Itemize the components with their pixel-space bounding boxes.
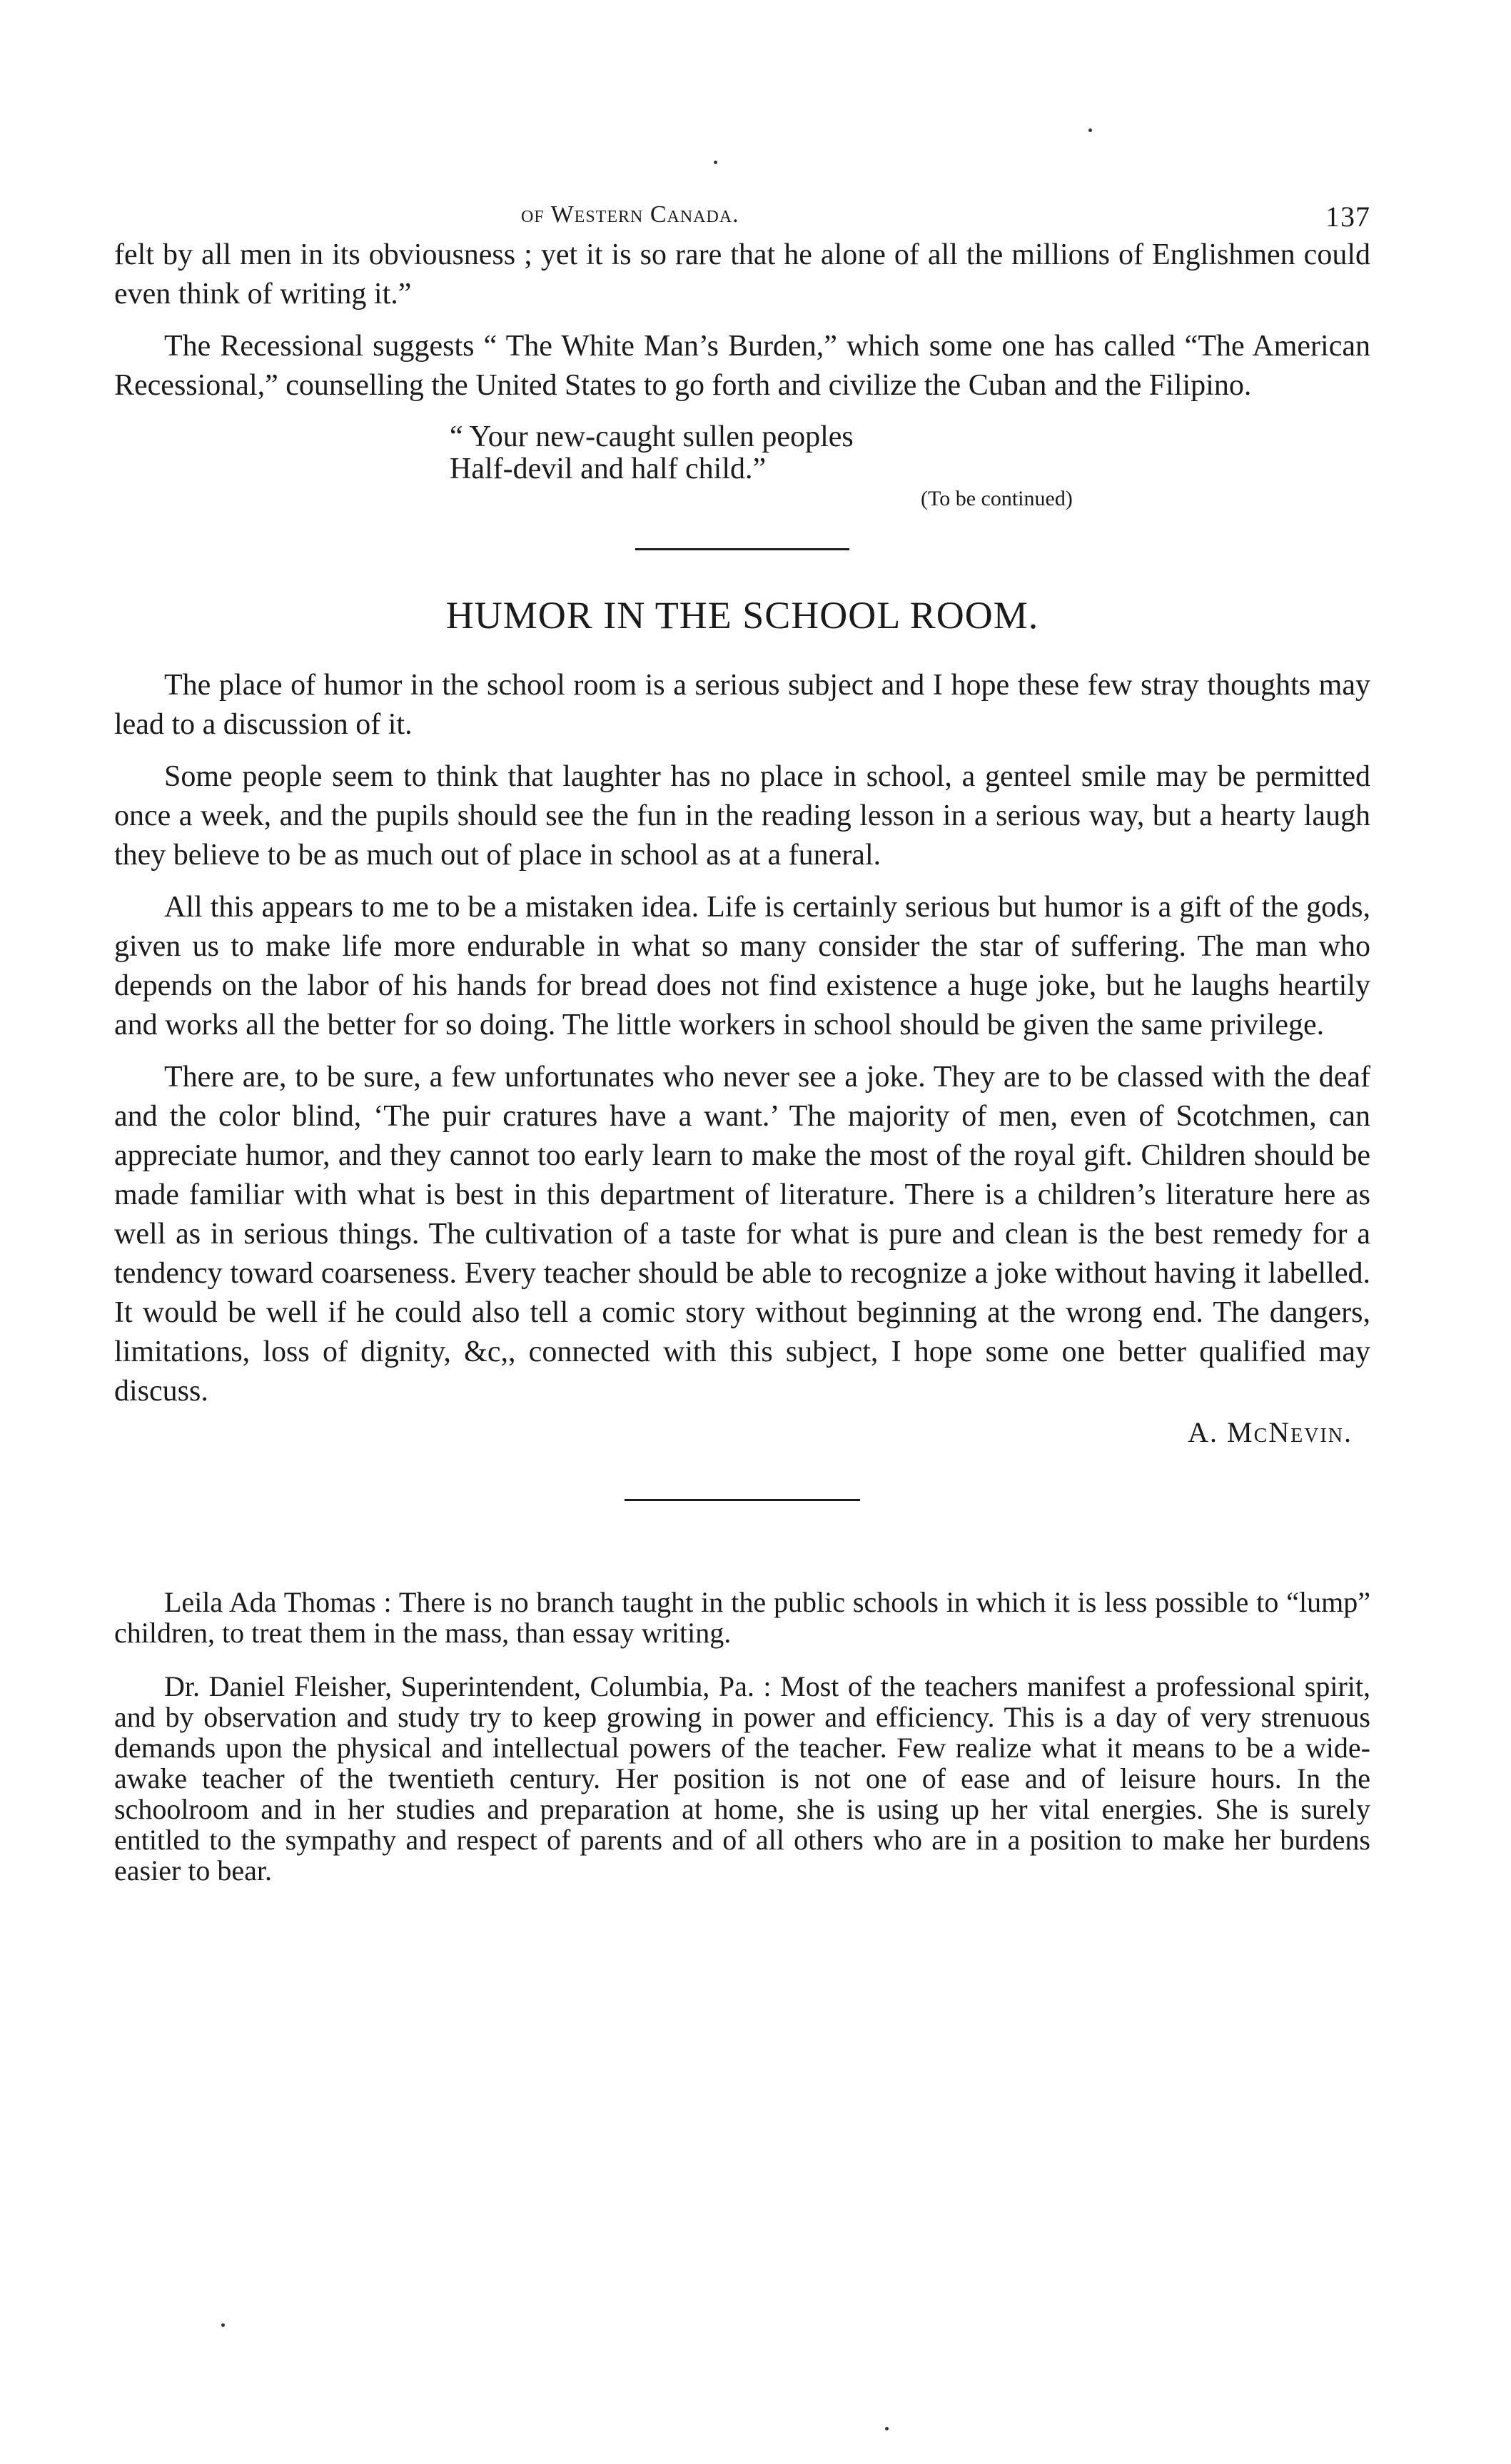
running-title: of Western Canada. [521,201,739,228]
article-title: HUMOR IN THE SCHOOL ROOM. [445,594,1039,637]
poem-quote [450,421,1370,513]
poem-line-1: “ Your new-caught sullen peoples [450,420,854,453]
print-speck [221,2323,225,2327]
section-divider [625,1499,860,1501]
paragraph-recessional: The Recessional suggests “ The White Man’s Burden,” which some one has called “The American Recessional,” counselling the United States to go forth and civilize the Cuban and the Filipino. [114,330,1370,402]
article-paragraph: All this appears to me to be a mistaken idea. Life is certainly serious but humor is a gift of the gods, given us to make life more endurable in what so many consider the star of suffering. The man who depends on the labor of his hands for bread does not find existence a huge joke, but he laughs heartily and works all the better for so doing. The little workers in school should be given the same privilege. [114,891,1370,1041]
article-paragraph: There are, to be sure, a few unfortunates who never see a joke. They are to be classed with the deaf and the color blind, ‘The puir cratures have a want.’ The majority of men, even of Scotchmen, can appreciate humor, and they cannot too early learn to make the most of the royal gift. Children should be made familiar with what is best in this department of literature. There is a children’s literature here as well as in serious things. The cultivation of a taste for what is pure and clean is the best remedy for a tendency toward coarseness. Every teacher should be able to recognize a joke without having it labelled. It would be well if he could also tell a comic story without beginning at the wrong end. The dangers, limitations, loss of dignity, &c,, connected with this subject, I hope some one better qualified may discuss. [114,1061,1370,1408]
continued-note: (To be continued) [921,487,1073,510]
print-speck [885,2427,889,2430]
article-paragraph: The place of humor in the school room is a serious subject and I hope these few stray thoughts may lead to a discussion of it. [114,669,1370,741]
article-paragraph: Some people seem to think that laughter has no place in school, a genteel smile may be permitted once a week, and the pupils should see the fun in the reading lesson in a serious way, but a hearty laugh they believe to be as much out of place in school as at a funeral. [114,760,1370,872]
paragraph-continuation: felt by all men in its obviousness ; yet it is so rare that he alone of all the millions of Englishmen could even think of writing it.” [114,238,1370,310]
poem-line-2: Half-devil and half child.” [450,453,767,485]
running-head [114,193,1370,236]
quotations-section [114,1587,1370,1886]
author-signature: A. McNevin. [1188,1416,1353,1448]
quotation-thomas: Leila Ada Thomas : There is no branch taught in the public schools in which it is less possible to “lump” children, to treat them in the mass, than essay writing. [114,1586,1370,1649]
section-divider [635,548,849,550]
print-speck [714,161,717,164]
quotation-fleisher: Dr. Daniel Fleisher, Superintendent, Columbia, Pa. : Most of the teachers manifest a professional spirit, and by observation and study try to keep growing in power and efficiency. This is a day of very strenuous demands upon the physical and intellectual powers of the teacher. Few realize what it means to be a wide-awake teacher of the twentieth century. Her position is not one of ease and of leisure hours. In the schoolroom and in her studies and preparation at home, she is using up her vital energies. She is surely entitled to the sympathy and respect of parents and of all others who are in a position to make her burdens easier to bear. [114,1670,1370,1887]
print-speck [1088,128,1092,132]
page [114,193,1370,1886]
page-number: 137 [1325,201,1370,233]
